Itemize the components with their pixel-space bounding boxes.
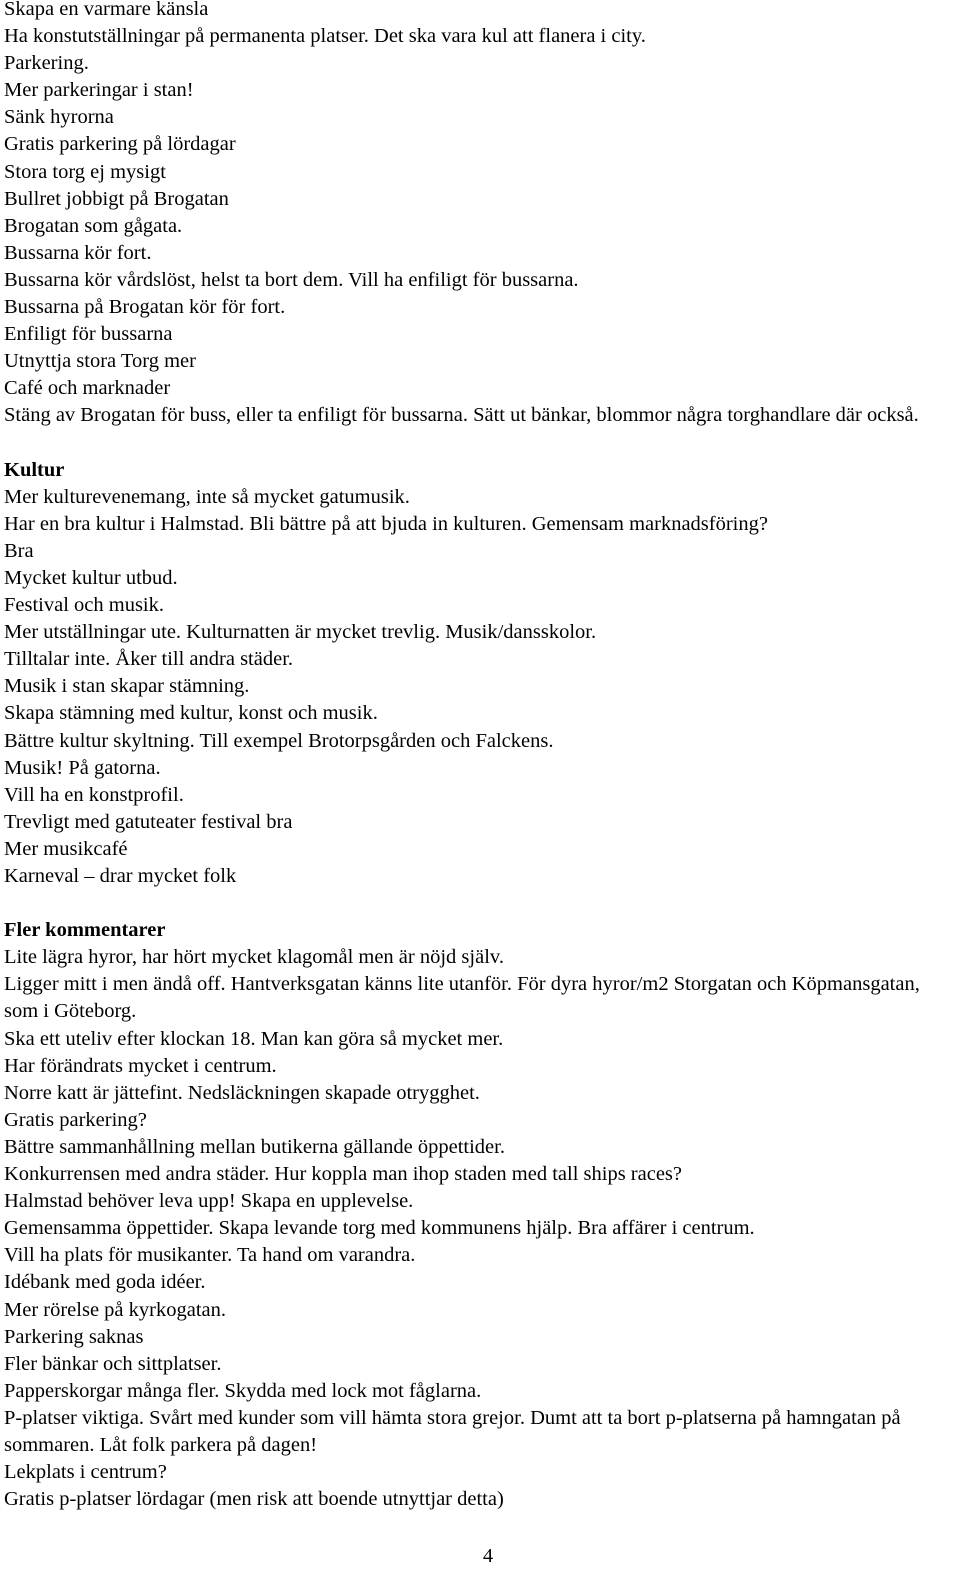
text-line: Bussarna på Brogatan kör för fort.: [4, 296, 286, 319]
text-line: Karneval – drar mycket folk: [4, 865, 237, 887]
text-line: Fler bänkar och sittplatser.: [4, 1352, 222, 1375]
text-line: Parkering saknas: [4, 1325, 144, 1348]
text-line: Gratis parkering på lördagar: [4, 133, 236, 156]
text-line: Enfiligt för bussarna: [4, 323, 173, 346]
text-line: Papperskorgar många fler. Skydda med lock mot fåglarna.: [4, 1379, 482, 1402]
text-line: Café och marknader: [4, 377, 171, 400]
text-line: Musik! På gatorna.: [4, 756, 161, 779]
text-line: Skapa stämning med kultur, konst och musik.: [4, 702, 378, 725]
text-line: Skapa en varmare känsla: [4, 0, 209, 20]
text-line: Mycket kultur utbud.: [4, 566, 178, 589]
text-line: Ha konstutställningar på permanenta platser. Det ska vara kul att flanera i city.: [4, 25, 646, 48]
text-line: Gemensamma öppettider. Skapa levande torg med kommunens hjälp. Bra affärer i centrum.: [4, 1217, 755, 1240]
text-line: Norre katt är jättefint. Nedsläckningen skapade otrygghet.: [4, 1081, 480, 1104]
text-line: Parkering.: [4, 52, 89, 75]
text-line: Mer utställningar ute. Kulturnatten är mycket trevlig. Musik/dansskolor.: [4, 621, 597, 644]
text-line: Sänk hyrorna: [4, 106, 114, 129]
text-line: Vill ha en konstprofil.: [4, 783, 184, 806]
text-line: P-platser viktiga. Svårt med kunder som vill hämta stora grejor. Dumt att ta bort p-platserna på hamngatan på sommaren. Låt folk parkera på dagen!: [4, 1406, 901, 1456]
section-heading-kultur: Kultur: [4, 458, 65, 481]
text-line: Mer musikcafé: [4, 837, 128, 860]
text-line: Utnyttja stora Torg mer: [4, 350, 196, 373]
document-page: [4, 0, 956, 1513]
text-line: Festival och musik.: [4, 594, 165, 617]
text-line: Bättre sammanhållning mellan butikerna gällande öppettider.: [4, 1135, 505, 1158]
text-line: Musik i stan skapar stämning.: [4, 675, 250, 698]
text-line: Vill ha plats för musikanter. Ta hand om varandra.: [4, 1244, 416, 1267]
section-fler-kommentarer: [4, 917, 956, 1513]
text-line: Bra: [4, 539, 34, 562]
text-line: Tilltalar inte. Åker till andra städer.: [4, 648, 294, 671]
text-line: Har en bra kultur i Halmstad. Bli bättre på att bjuda in kulturen. Gemensam marknadsföring?: [4, 512, 768, 535]
text-line: Mer parkeringar i stan!: [4, 79, 194, 102]
section-heading-fler-kommentarer: Fler kommentarer: [4, 919, 166, 942]
text-line: Konkurrensen med andra städer. Hur koppla man ihop staden med tall ships races?: [4, 1163, 683, 1186]
text-line: Lekplats i centrum?: [4, 1461, 167, 1484]
text-line: Mer kulturevenemang, inte så mycket gatumusik.: [4, 485, 410, 508]
text-line: Bussarna kör vårdslöst, helst ta bort dem. Vill ha enfiligt för bussarna.: [4, 268, 579, 291]
section-kultur: [4, 457, 956, 891]
text-line: Bussarna kör fort.: [4, 241, 152, 264]
text-line: Bättre kultur skyltning. Till exempel Brotorpsgården och Falckens.: [4, 729, 554, 752]
text-line: Ska ett uteliv efter klockan 18. Man kan göra så mycket mer.: [4, 1027, 504, 1050]
text-line: Mer rörelse på kyrkogatan.: [4, 1298, 226, 1321]
text-line: Idébank med goda idéer.: [4, 1271, 206, 1294]
text-line: Stäng av Brogatan för buss, eller ta enfiligt för bussarna. Sätt ut bänkar, blommor några torghandlare där också.: [4, 404, 919, 427]
section-intro: [4, 0, 956, 430]
text-line: Har förändrats mycket i centrum.: [4, 1054, 277, 1077]
text-line: Gratis p-platser lördagar (men risk att boende utnyttjar detta): [4, 1488, 504, 1511]
text-line: Lite lägra hyror, har hört mycket klagomål men är nöjd själv.: [4, 946, 504, 969]
text-line: Stora torg ej mysigt: [4, 160, 166, 183]
text-line: Halmstad behöver leva upp! Skapa en upplevelse.: [4, 1190, 414, 1213]
page-number: 4: [482, 1545, 494, 1567]
text-line: Trevligt med gatuteater festival bra: [4, 810, 293, 833]
text-line: Bullret jobbigt på Brogatan: [4, 187, 229, 210]
text-line: Brogatan som gågata.: [4, 214, 183, 237]
text-line: Gratis parkering?: [4, 1108, 147, 1131]
text-line: Ligger mitt i men ändå off. Hantverksgatan känns lite utanför. För dyra hyror/m2 Storgatan och Köpmansgatan, som i Göteborg.: [4, 973, 920, 1023]
